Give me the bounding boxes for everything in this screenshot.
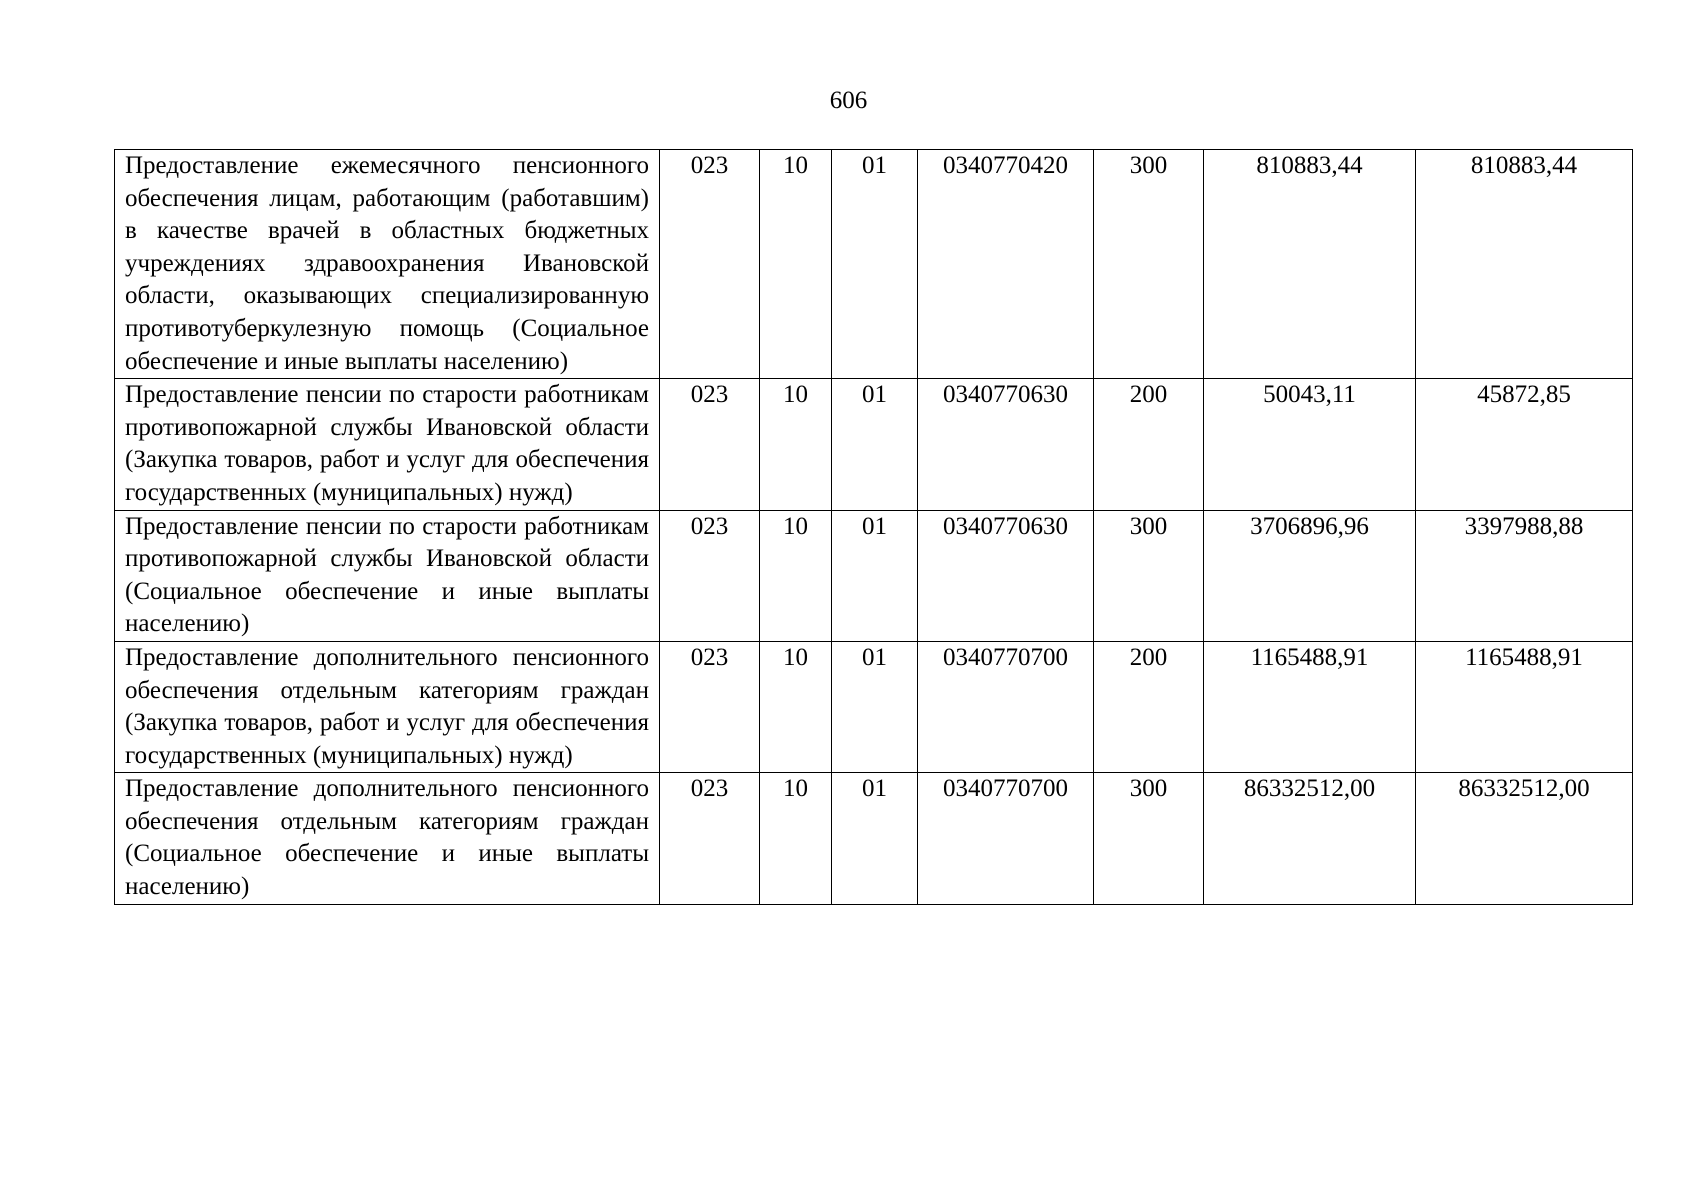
table-row bbox=[115, 379, 1633, 510]
amount-2: 3397988,88 bbox=[1416, 510, 1633, 641]
expense-type-code: 200 bbox=[1094, 641, 1204, 772]
subsection-code: 01 bbox=[832, 379, 918, 510]
row-description: Предоставление дополнительного пенсионного обеспечения отдельным категориям граждан (Закупка товаров, работ и услуг для обеспечения государственных (муниципальных) нужд) bbox=[115, 641, 660, 772]
budget-table bbox=[114, 149, 1633, 905]
subsection-code: 01 bbox=[832, 150, 918, 379]
grbs-code: 023 bbox=[660, 773, 760, 904]
amount-1: 810883,44 bbox=[1204, 150, 1416, 379]
row-description: Предоставление пенсии по старости работникам противопожарной службы Ивановской области (Закупка товаров, работ и услуг для обеспечения государственных (муниципальных) нужд) bbox=[115, 379, 660, 510]
section-code: 10 bbox=[760, 510, 832, 641]
section-code: 10 bbox=[760, 150, 832, 379]
amount-1: 1165488,91 bbox=[1204, 641, 1416, 772]
table-row bbox=[115, 510, 1633, 641]
row-description: Предоставление ежемесячного пенсионного обеспечения лицам, работающим (работавшим) в качестве врачей в областных бюджетных учреждениях здравоохранения Ивановской области, оказывающих специализированную противотуберкулезную помощь (Социальное обеспечение и иные выплаты населению) bbox=[115, 150, 660, 379]
section-code: 10 bbox=[760, 379, 832, 510]
amount-1: 50043,11 bbox=[1204, 379, 1416, 510]
target-article-code: 0340770630 bbox=[918, 379, 1094, 510]
target-article-code: 0340770700 bbox=[918, 641, 1094, 772]
target-article-code: 0340770700 bbox=[918, 773, 1094, 904]
section-code: 10 bbox=[760, 773, 832, 904]
expense-type-code: 300 bbox=[1094, 773, 1204, 904]
amount-1: 86332512,00 bbox=[1204, 773, 1416, 904]
grbs-code: 023 bbox=[660, 379, 760, 510]
target-article-code: 0340770420 bbox=[918, 150, 1094, 379]
grbs-code: 023 bbox=[660, 510, 760, 641]
section-code: 10 bbox=[760, 641, 832, 772]
row-description: Предоставление пенсии по старости работникам противопожарной службы Ивановской области (Социальное обеспечение и иные выплаты населению) bbox=[115, 510, 660, 641]
table-row bbox=[115, 773, 1633, 904]
grbs-code: 023 bbox=[660, 150, 760, 379]
table-row bbox=[115, 150, 1633, 379]
expense-type-code: 300 bbox=[1094, 510, 1204, 641]
amount-1: 3706896,96 bbox=[1204, 510, 1416, 641]
expense-type-code: 300 bbox=[1094, 150, 1204, 379]
subsection-code: 01 bbox=[832, 641, 918, 772]
target-article-code: 0340770630 bbox=[918, 510, 1094, 641]
amount-2: 810883,44 bbox=[1416, 150, 1633, 379]
page-number: 606 bbox=[829, 87, 868, 114]
amount-2: 45872,85 bbox=[1416, 379, 1633, 510]
expense-type-code: 200 bbox=[1094, 379, 1204, 510]
amount-2: 86332512,00 bbox=[1416, 773, 1633, 904]
table-row bbox=[115, 641, 1633, 772]
grbs-code: 023 bbox=[660, 641, 760, 772]
subsection-code: 01 bbox=[832, 510, 918, 641]
amount-2: 1165488,91 bbox=[1416, 641, 1633, 772]
subsection-code: 01 bbox=[832, 773, 918, 904]
row-description: Предоставление дополнительного пенсионного обеспечения отдельным категориям граждан (Социальное обеспечение и иные выплаты населению) bbox=[115, 773, 660, 904]
